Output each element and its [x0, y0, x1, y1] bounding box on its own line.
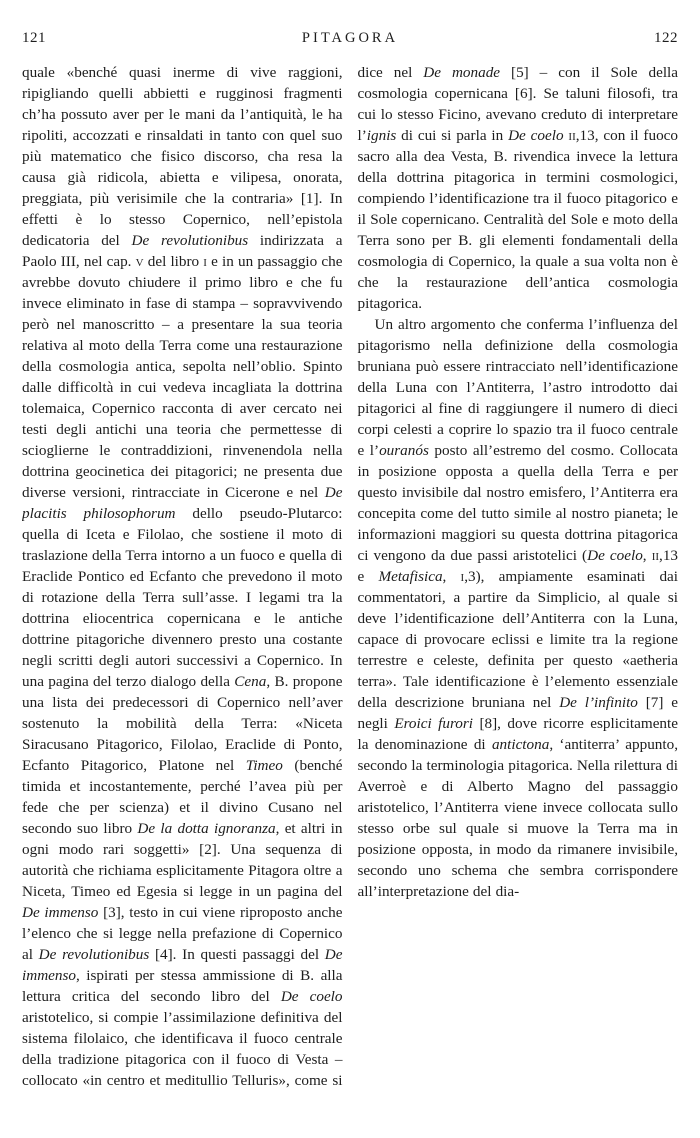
text-columns	[22, 62, 678, 1096]
italic-text-run: Timeo	[245, 757, 283, 774]
italic-text-run: De placitis philosophorum	[22, 484, 343, 522]
text-run: ,	[642, 547, 652, 564]
italic-text-run: De l’infinito	[559, 694, 638, 711]
smallcaps-text-run: i	[460, 568, 465, 585]
page-number-right: 122	[654, 30, 678, 46]
text-run: (benché timida et incostantemente, perché l’avea più per fede che per scienza) et il divino Cusano nel secondo suo libro	[22, 757, 343, 837]
text-run: posto all’estremo del cosmo. Collocata in posizione opposta a quella della Terra e per questo invisibile dal nostro emisfero, l’Antiterra era concepita come del tutto simile al nostro pianeta; le informazioni maggiori su questa dottrina pitagorica ci vengono da due passi aristotelici (	[357, 442, 678, 564]
text-run: indirizzata a Paolo III, nel cap.	[22, 232, 343, 270]
italic-text-run: antictona	[491, 736, 550, 753]
running-title: PITAGORA	[301, 30, 399, 46]
italic-text-run: Metafisica	[378, 568, 443, 585]
text-run: ,3), ampiamente esaminati dai commentatori, a partire da Simplicio, al quale si deve l’identificazione dell’Antiterra con la Luna, capace di provocare eclissi e limite tra la regione terrestre e celeste, definita per questo «aetheria terra». Tale identificazione è l’elemento essenziale della descrizione bruniana nel	[357, 568, 678, 711]
text-run: ,	[442, 568, 461, 585]
text-run: [8], dove ricorre esplicitamente la denominazione di	[357, 715, 678, 753]
text-run: ,13 e	[357, 547, 678, 585]
text-run: [3], testo in cui viene riproposto anche l’elenco che si legge nella prefazione di Copernico al	[22, 904, 343, 963]
paragraph	[358, 314, 679, 902]
smallcaps-text-run: ii	[651, 547, 660, 564]
running-head	[22, 30, 678, 47]
text-run: quale «benché quasi inerme di vive raggioni, ripigliando quelli abbietti e rugginosi fragmenti ch’ha possuto aver per le mani da l’antiquità, le ha ripoliti, accozzati e rinsaldati in tanto con quel suo più matematico che fisico discorso, cha resa la causa già ridicola, abietta e vilipesa, onorata, preggiata, più verisimile che la contraria» [1]. In effetti è lo stesso Copernico, nell’epistola dedicatoria del	[22, 64, 343, 249]
text-run: di cui si parla in	[396, 127, 509, 144]
italic-text-run: De revolutionibus	[38, 946, 150, 963]
smallcaps-text-run: i	[203, 253, 207, 270]
text-run: Un altro argomento che conferma l’influenza del pitagorismo nella definizione della cosmologia bruniana può essere rintracciato nell’identificazione della Luna con l’Antiterra, l’astro introdotto dai pitagorici al fine di raggiungere il numero di dieci corpi celesti a coprire lo spazio tra il fuoco centrale e l’	[357, 316, 678, 459]
italic-text-run: De revolutionibus	[131, 232, 249, 249]
page-number-left: 121	[22, 30, 46, 46]
text-run: ,13, con il fuoco sacro alla dea Vesta, B. rivendica invece la lettura della dottrina pitagorica in termini cosmologici, compiendo l’identificazione tra il fuoco pitagorico e il Sole copernicano. Centralità del Sole e moto della Terra sono per B. gli elementi fondamentali della cosmologia di Copernico, la quale a sua volta non è che la restaurazione dell’antica cosmologia pitagorica.	[357, 127, 678, 312]
italic-text-run: De coelo	[508, 127, 564, 144]
text-run: dello pseudo-Plutarco: quella di Iceta e Filolao, che sostiene il moto di traslazione della Terra intorno a un fuoco e quella di Eraclide Pontico ed Ecfanto che prevedono il moto di rotazione della Terra sull’asse. I legami tra la dottrina eliocentrica copernicana e le antiche dottrine pitagoriche divennero presto una costante negli scritti degli autori successivi a Copernico. In una pagina del terzo dialogo della	[22, 505, 343, 690]
text-run: , et altri in ogni modo rari soggetti» [2]. Una sequenza di autorità che richiama esplicitamente Pitagora oltre a Niceta, Timeo ed Egesia si legge in un pagina del	[22, 820, 343, 900]
italic-text-run: Eroici furori	[394, 715, 474, 732]
italic-text-run: De coelo	[587, 547, 643, 564]
text-run: , ‘antiterra’ appunto, secondo la terminologia pitagorica. Nella rilettura di Averroè e di Alberto Magno del passaggio aristotelico, l’Antiterra viene invece collocata sullo stesso orbe sul quale si muove la Terra ma in posizione opposta, in modo da rimanere invisibile, secondo uno schema che sembra corrispondere all’interpretazione del dia-	[357, 736, 678, 900]
text-run: , B. propone una lista dei predecessori di Copernico nell’aver sostenuto la mobilità della Terra: «Niceta Siracusano Pitagorico, Filolao, Eraclide di Ponto, Ecfanto Pitagorico, Platone nel	[22, 673, 343, 774]
smallcaps-text-run: ii	[568, 127, 576, 144]
text-run: aristotelico, si compie l’assimilazione definitiva del sistema filolaico, che identificava il fuoco centrale della tradizione pitagorica con il fuoco di Vesta – collocato «in centro et meditullio Telluris», come si dice nel	[22, 64, 424, 1089]
italic-text-run: Cena	[234, 673, 267, 690]
italic-text-run: ouranós	[379, 442, 429, 459]
italic-text-run: De immenso	[22, 946, 343, 984]
text-run: , ispirati per stessa ammissione di B. alla lettura critica del secondo libro del	[22, 967, 343, 1005]
text-run: [4]. In questi passaggi del	[149, 946, 325, 963]
italic-text-run: De coelo	[280, 988, 343, 1005]
italic-text-run: De monade	[423, 64, 501, 81]
text-run: del libro	[143, 253, 204, 270]
italic-text-run: De immenso	[22, 904, 99, 921]
italic-text-run: ignis	[366, 127, 397, 144]
smallcaps-text-run: v	[135, 253, 144, 270]
text-run: [7] e negli	[357, 694, 678, 732]
text-run: [5] – con il Sole della cosmologia copernicana [6]. Se taluni filosofi, tra cui lo stesso Ficino, avevano creduto di interpretare l’	[357, 64, 678, 144]
text-run: e in un passaggio che avrebbe dovuto chiudere il primo libro e che fu invece eliminato in fase di stampa – sopravvivendo però nel manoscritto – a presentare la sua teoria relativa al moto della Terra come una restaurazione della cosmologia antica, sepolta nell’oblio. Spinto dalle difficoltà in cui vedeva incagliata la dottrina tolemaica, Copernico racconta di aver cercato nei testi degli antichi una teoria che permettesse di scioglierne le contraddizioni, rinvenendola nella dottrina geocinetica dei pitagorici; ne presenta due diverse versioni, rintracciate in Cicerone e nel	[22, 253, 343, 501]
italic-text-run: De la dotta ignoranza	[137, 820, 276, 837]
